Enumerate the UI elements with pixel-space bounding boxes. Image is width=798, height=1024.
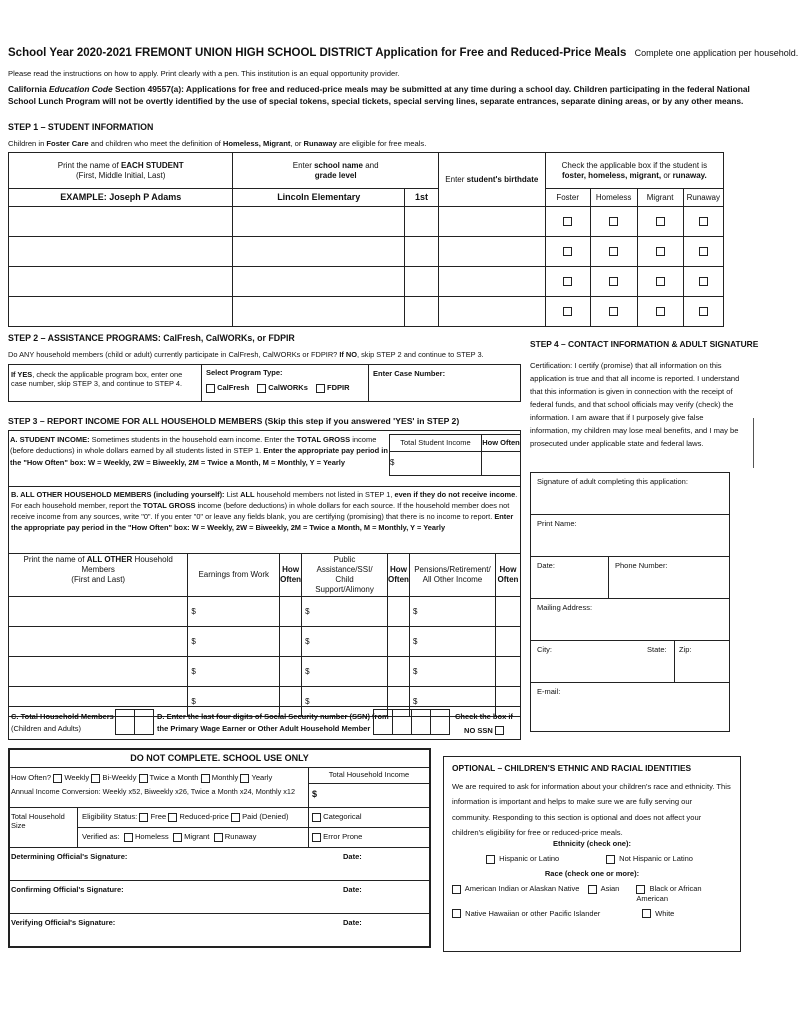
col-how-often-2: How Often: [387, 554, 409, 597]
city-field[interactable]: City:: [537, 645, 552, 654]
phone-field[interactable]: Phone Number:: [615, 561, 668, 570]
student-income-box: [389, 434, 521, 480]
ethnicity-options: [452, 854, 732, 864]
household-member-row: [9, 627, 521, 657]
migrant-checkbox[interactable]: [656, 217, 665, 226]
migrant-checkbox[interactable]: [656, 277, 665, 286]
student-row: [9, 297, 724, 327]
determining-date[interactable]: Date:: [343, 852, 362, 861]
no-ssn: Check the box if NO SSN: [455, 712, 513, 735]
total-student-income-label: Total Student Income: [389, 434, 482, 452]
work-earnings-field[interactable]: $: [188, 687, 280, 717]
step2-heading: STEP 2 – ASSISTANCE PROGRAMS: CalFresh, CalWORKs, or FDPIR: [8, 333, 295, 343]
total-size-label: Total Household Size: [10, 808, 78, 847]
homeless-checkbox[interactable]: [609, 277, 618, 286]
free-checkbox[interactable]: [139, 813, 148, 822]
confirming-date[interactable]: Date:: [343, 885, 362, 894]
totals-row: [9, 706, 520, 740]
student-birthdate-field[interactable]: [438, 207, 545, 237]
student-school-field[interactable]: [233, 297, 405, 327]
ethnicity-heading: OPTIONAL – CHILDREN'S ETHNIC AND RACIAL IDENTITIES: [452, 763, 692, 773]
total-members-label: C. Total Household Members (Children and Adults): [11, 712, 114, 733]
ssn-digit[interactable]: [430, 709, 450, 735]
migrant-checkbox[interactable]: [656, 307, 665, 316]
runaway-checkbox[interactable]: [699, 247, 708, 256]
col-birthdate: Enter student's birthdate: [438, 153, 545, 207]
school-use-box: [8, 748, 431, 948]
signature-field[interactable]: Signature of adult completing this application:: [531, 473, 729, 515]
weekly-checkbox[interactable]: [53, 774, 62, 783]
student-row: [9, 267, 724, 297]
student-name-field[interactable]: [9, 267, 233, 297]
zip-field[interactable]: Zip:: [679, 645, 692, 654]
step3-heading: STEP 3 – REPORT INCOME FOR ALL HOUSEHOLD MEMBERS (Skip this step if you answered 'YES' in STEP 2): [8, 416, 460, 426]
contact-box: [530, 472, 730, 732]
black-option[interactable]: Black or African American: [636, 884, 702, 903]
form-title: School Year 2020-2021 FREMONT UNION HIGH SCHOOL DISTRICT Application for Free and Reduced-Price Meals: [8, 47, 627, 59]
step2-ifyes: If YES, check the applicable program box, enter one case number, skip STEP 3, and continue to STEP 4.: [11, 370, 183, 389]
email-field[interactable]: E-mail:: [537, 687, 561, 696]
student-row: [9, 207, 724, 237]
work-earnings-field[interactable]: $: [188, 597, 280, 627]
categorical-option[interactable]: Categorical: [309, 808, 429, 828]
form-header: [8, 46, 798, 107]
public-assistance-field[interactable]: $: [302, 597, 388, 627]
pension-field[interactable]: $: [409, 597, 495, 627]
select-program-label: Select Program Type:: [206, 368, 283, 377]
verified-row: Verified as: Homeless Migrant Runaway: [82, 832, 257, 841]
school-use-heading: DO NOT COMPLETE. SCHOOL USE ONLY: [10, 750, 429, 768]
american-indian-option[interactable]: American Indian or Alaskan Native: [452, 884, 588, 903]
total-members-digit[interactable]: [134, 709, 154, 735]
homeless-checkbox[interactable]: [609, 247, 618, 256]
migrant-checkbox[interactable]: [656, 247, 665, 256]
student-grade-field[interactable]: [405, 207, 439, 237]
fdpir-option[interactable]: FDPIR: [316, 383, 350, 393]
race-options-row1: [452, 884, 732, 903]
ethnicity-label: Ethnicity (check one):: [553, 838, 631, 848]
student-name-field[interactable]: [9, 237, 233, 267]
error-prone-option[interactable]: Error Prone: [309, 828, 429, 847]
step2-box: [8, 364, 521, 402]
student-school-field[interactable]: [233, 267, 405, 297]
student-grade-field[interactable]: [405, 267, 439, 297]
foster-checkbox[interactable]: [563, 247, 572, 256]
student-grade-field[interactable]: [405, 297, 439, 327]
verifying-signature[interactable]: Verifying Official's Signature:: [11, 918, 116, 927]
legal-notice: California Education Code Section 49557(a): Applications for free and reduced-price meals may be submitted at any time during a school day. Children participating in the federal National School Lunch Program will not be overtly identified by the use of special tokens, special tickets, special serving lines, separate entrances, separate dining areas, or by any other means.: [8, 83, 750, 107]
race-options-row2: [452, 909, 732, 919]
ethnicity-box: [443, 756, 741, 952]
calfresh-option[interactable]: CalFresh: [206, 383, 249, 393]
student-birthdate-field[interactable]: [438, 297, 545, 327]
member-name-field[interactable]: [9, 597, 188, 627]
total-members-digit[interactable]: [115, 709, 135, 735]
household-income-text: B. ALL OTHER HOUSEHOLD MEMBERS (including yourself): List ALL household members not listed in STEP 1, even if they do not receive income. For each household member, report the TOTAL GROSS income (before deductions) in whole dollars for each source. If the household member does not receive income from any sources, write "0". If you enter "0" or leave any fields blank, you are certifying (promising) that there is no income to report. Enter the appropriate pay period in the "How Often" box: W = Weekly, 2W = Biweekly, 2M = Twice a Month, M = Monthly, Y = Yearly: [9, 486, 520, 535]
how-often-field[interactable]: [280, 657, 302, 687]
annual-conversion: Annual Income Conversion: Weekly x52, Biweekly x26, Twice a Month x24, Monthly x12: [11, 786, 296, 796]
how-often-field[interactable]: [280, 627, 302, 657]
status-migrant-label: Migrant: [637, 189, 683, 207]
col-school: Enter school name and grade level: [233, 153, 439, 189]
col-public-assistance: Public Assistance/SSI/ Child Support/Alimony: [302, 554, 388, 597]
step3-box: [8, 430, 521, 740]
program-select: [201, 365, 369, 401]
public-assistance-field[interactable]: $: [302, 657, 388, 687]
student-income-field[interactable]: $: [389, 452, 482, 476]
calworks-option[interactable]: CalWORKs: [257, 383, 308, 393]
pacific-islander-option[interactable]: Native Hawaiian or other Pacific Islander: [452, 909, 642, 919]
col-how-often-3: How Often: [495, 554, 520, 597]
print-name-field[interactable]: Print Name:: [531, 515, 729, 557]
case-number-label: Enter Case Number:: [373, 369, 446, 378]
student-row: [9, 237, 724, 267]
work-earnings-field[interactable]: $: [188, 657, 280, 687]
reduced-checkbox[interactable]: [168, 813, 177, 822]
example-school: Lincoln Elementary: [233, 189, 405, 207]
total-income-field[interactable]: $: [312, 789, 318, 799]
pension-field[interactable]: $: [409, 627, 495, 657]
member-name-field[interactable]: [9, 627, 188, 657]
homeless-checkbox[interactable]: [609, 217, 618, 226]
example-grade: 1st: [405, 189, 439, 207]
how-often-field[interactable]: [495, 627, 520, 657]
runaway-checkbox[interactable]: [699, 307, 708, 316]
how-often-field[interactable]: [387, 597, 409, 627]
yearly-checkbox[interactable]: [240, 774, 249, 783]
student-table: [8, 152, 724, 327]
how-often-field[interactable]: [280, 597, 302, 627]
pension-field[interactable]: $: [409, 687, 495, 717]
how-often-field[interactable]: [387, 657, 409, 687]
race-label: Race (check one or more):: [544, 868, 640, 878]
step4-heading: STEP 4 – CONTACT INFORMATION & ADULT SIGNATURE: [530, 339, 759, 349]
eligibility-row: Eligibility Status: Free Reduced-price Paid (Denied): [78, 808, 308, 828]
hispanic-option[interactable]: Hispanic or Latino: [486, 854, 606, 864]
ssn-digit[interactable]: [392, 709, 412, 735]
col-pensions: Pensions/Retirement/ All Other Income: [409, 554, 495, 597]
form-subtitle: Complete one application per household.: [634, 48, 798, 58]
example-name: EXAMPLE: Joseph P Adams: [9, 189, 233, 207]
student-school-field[interactable]: [233, 207, 405, 237]
asian-option[interactable]: Asian: [588, 884, 637, 903]
student-birthdate-field[interactable]: [438, 267, 545, 297]
total-income-label: Total Household Income: [309, 768, 429, 784]
frequency-row: How Often? Weekly Bi-Weekly Twice a Month Monthly Yearly Annual Income Conversion: Weekly x52, Biweekly x26, Twice a Month x24, Monthly x12: [11, 773, 296, 796]
paid-checkbox[interactable]: [231, 813, 240, 822]
status-runaway-label: Runaway: [683, 189, 723, 207]
how-often-label: How Often: [482, 434, 521, 452]
household-member-row: [9, 597, 521, 627]
student-name-field[interactable]: [9, 207, 233, 237]
how-often-field[interactable]: [495, 597, 520, 627]
status-homeless-label: Homeless: [590, 189, 637, 207]
public-assistance-field[interactable]: $: [302, 627, 388, 657]
student-birthdate-field[interactable]: [438, 237, 545, 267]
determining-signature[interactable]: Determining Official's Signature:: [11, 852, 128, 861]
twice-month-checkbox[interactable]: [139, 774, 148, 783]
instructions: Please read the instructions on how to apply. Print clearly with a pen. This institution is an equal opportunity provider.: [8, 69, 400, 79]
public-assistance-field[interactable]: $: [302, 687, 388, 717]
student-school-field[interactable]: [233, 237, 405, 267]
runaway-checkbox[interactable]: [699, 217, 708, 226]
status-foster-label: Foster: [545, 189, 590, 207]
how-often-field[interactable]: [387, 627, 409, 657]
verified-homeless-checkbox[interactable]: [124, 833, 133, 842]
not-hispanic-option[interactable]: Not Hispanic or Latino: [606, 854, 693, 864]
step1-heading: STEP 1 – STUDENT INFORMATION: [8, 122, 154, 132]
ssn-label: D. Enter the last four digits of Social Security number (SSN) from the Primary Wage Earner or Other Adult Household Member: [157, 712, 389, 733]
foster-checkbox[interactable]: [563, 307, 572, 316]
work-earnings-field[interactable]: $: [188, 627, 280, 657]
member-name-field[interactable]: [9, 657, 188, 687]
student-how-often-field[interactable]: [482, 452, 521, 476]
state-field[interactable]: State:: [647, 641, 675, 682]
ssn-digit[interactable]: [373, 709, 393, 735]
ethnicity-text: We are required to ask for information about your children's race and ethnicity. This information is important and helps to make sure we are fully serving our community. Responding to this section is optional and does not affect your children's eligibility for free or reduced-price meals.: [452, 781, 731, 838]
mailing-address-field[interactable]: Mailing Address:: [531, 599, 729, 641]
col-member-name: Print the name of ALL OTHER Household Members (First and Last): [9, 554, 188, 597]
verifying-date[interactable]: Date:: [343, 918, 362, 927]
verified-runaway-checkbox[interactable]: [214, 833, 223, 842]
col-status: Check the applicable box if the student is foster, homeless, migrant, or runaway.: [545, 153, 723, 189]
foster-checkbox[interactable]: [563, 277, 572, 286]
date-field[interactable]: Date:: [531, 557, 609, 598]
certification-text: Certification: I certify (promise) that all information on this application is true and that all income is reported. I understand that this information is given in connection with the receipt of federal funds, and that school officials may verify (check) the information. I am aware that if I purposely give false information, my children may lose meal benefits, and I may be prosecuted under applicable state and federal laws.: [530, 361, 740, 449]
white-option[interactable]: White: [642, 909, 674, 919]
runaway-checkbox[interactable]: [699, 277, 708, 286]
no-ssn-checkbox[interactable]: [495, 726, 504, 735]
margin-mark: [753, 418, 754, 468]
verified-migrant-checkbox[interactable]: [173, 833, 182, 842]
student-name-field[interactable]: [9, 297, 233, 327]
step1-note: Children in Foster Care and children who meet the definition of Homeless, Migrant, or Runaway are eligible for free meals.: [8, 139, 427, 148]
foster-checkbox[interactable]: [563, 217, 572, 226]
biweekly-checkbox[interactable]: [91, 774, 100, 783]
ssn-digit[interactable]: [411, 709, 431, 735]
pension-field[interactable]: $: [409, 657, 495, 687]
step2-question: Do ANY household members (child or adult) currently participate in CalFresh, CalWORKs or FDPIR? If NO, skip STEP 2 and continue to STEP 3.: [8, 350, 484, 359]
household-member-row: [9, 657, 521, 687]
student-income-text: A. STUDENT INCOME: Sometimes students in the household earn income. Enter the TOTAL GROSS income (before deductions) in whole dollars earned by all students listed in STEP 1. Enter the appropriate pay period in the "How Often" box: W = Weekly, 2W = Biweekly, 2M = Twice a Month, M = Monthly, Y = Yearly: [10, 435, 388, 467]
col-earnings-work: Earnings from Work: [188, 554, 280, 597]
col-how-often-1: How Often: [280, 554, 302, 597]
col-student-name: Print the name of EACH STUDENT (First, Middle Initial, Last): [9, 153, 233, 189]
household-table: [8, 553, 521, 717]
how-often-field[interactable]: [495, 657, 520, 687]
homeless-checkbox[interactable]: [609, 307, 618, 316]
monthly-checkbox[interactable]: [201, 774, 210, 783]
student-grade-field[interactable]: [405, 237, 439, 267]
confirming-signature[interactable]: Confirming Official's Signature:: [11, 885, 124, 894]
